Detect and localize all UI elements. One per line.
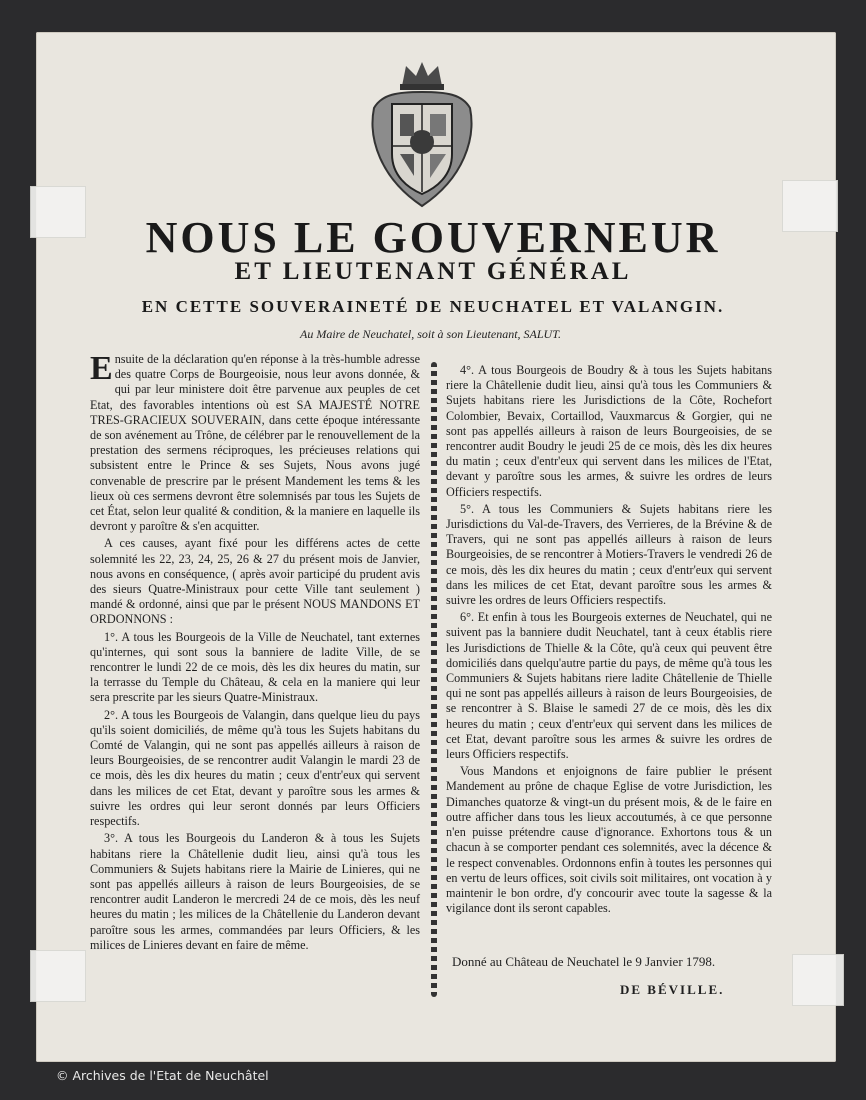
coat-of-arms-icon bbox=[366, 58, 478, 210]
paragraph-article-2: 2°. A tous les Bourgeois de Valangin, dans quelque lieu du pays qu'ils soient domiciliés, de même qu'à tous les Sujets habitans du Comté de Valangin, qui ne sont pas appellés ailleurs à raison de leurs Bourgeoisies, de se rencontrer audit Valangin le mardi 23 de ce mois, dès les dix heures du matin ; ceux d'entr'eux qui servent dans les milices de cet Etat, devant y paroître sous les armes & suivre les ordres qui leur seront donnés par leurs Officiers respectifs. bbox=[90, 707, 420, 829]
paragraph-causes: A ces causes, ayant fixé pour les différens actes de cette solemnité les 22, 23, 24, 25, 26 & 27 du présent mois de Janvier, nous avons en conséquence, ( après avoir participé du prudent avis des sieurs Quatre-Ministraux pour cette Ville tant seulement ) mandé & ordonné, ainsi que par le présent NOUS MANDONS ET ORDONNONS : bbox=[90, 536, 420, 627]
paragraph-preamble-text: nsuite de la déclaration qu'en réponse à la très-humble adresse des quatre Corps de Bourgeoisie, nous leur avons donnée, & qui par leur ministere doit être parvenue aux peuples de cet Etat, des favorables intentions où est SA MAJESTÉ NOTRE TRES-GRACIEUX SOUVERAIN, dans cette époque intéressante de son avénement au Trône, de célébrer par le renouvellement de la prestation des sermens réciproques, les précieuses relations qui subsistent entre le Prince & ses Sujets, Nous avons jugé convenable de prescrire par le présent Mandement les tems & les lieux où ces sermens devront être solemnisés par tous les Sujets de cet État, selon leur qualité & condition, & la maniere en laquelle ils devront y paroître & s'en acquitter. bbox=[90, 352, 420, 534]
page-subtitle: ET LIEUTENANT GÉNÉRAL bbox=[234, 258, 632, 285]
tape-bottom-left bbox=[30, 950, 86, 1002]
paragraph-article-5: 5°. A tous les Communiers & Sujets habitans riere les Jurisdictions du Val-de-Travers, des Verrieres, de la Brévine & de Travers, qui ne sont pas appellés ailleurs à raison de leurs Bourgeoisies, de se rencontrer à Motiers-Travers le vendredi 26 de ce mois, dès les dix heures du matin ; ceux d'entr'eux qui servent dans les milices de cet Etat, devant paroître sous les armes & suivre les ordres de leurs Officiers respectifs. bbox=[446, 501, 772, 608]
paragraph-article-4: 4°. A tous Bourgeois de Boudry & à tous les Sujets habitans riere la Châtellenie dudit lieu, ainsi qu'à tous les Communiers & Sujets habitans riere les Jurisdictions de la Côte, Rochefort Colombier, Bevaix, Cortaillod, Vauxmarcus & Gorgier, qui ne sont pas appellés ailleurs à raison de leurs Bourgeoisies, de se rencontrer audit Boudry le jeudi 25 de ce mois, dès les dix heures du matin ; ceux d'entr'eux qui servent dans les milices de l'Etat, devant y paroître sous les armes, & suivre les ordres de leurs Officiers respectifs. bbox=[446, 363, 772, 499]
copyright-credit: © Archives de l'Etat de Neuchâtel bbox=[56, 1068, 269, 1083]
tape-bottom-right bbox=[792, 954, 844, 1006]
page-subtitle-territory: EN CETTE SOUVERAINETÉ DE NEUCHATEL ET VALANGIN. bbox=[141, 297, 725, 316]
paragraph-article-3: 3°. A tous les Bourgeois du Landeron & à tous les Sujets habitans riere la Châtellenie dudit lieu, ainsi qu'à tous les Communiers & Sujets habitans riere la Mairie de Linieres, qui ne sont pas appellés ailleurs à raison de leurs Bourgeoisies, de se rencontrer audit Landeron le mercredi 24 de ce mois, dès les neuf heures du matin ; les milices de la Châtellenie du Landeron devant paroître sous les armes, commandées par leurs Officiers, & les milices de Linieres devant en faire de même. bbox=[90, 831, 420, 952]
left-column bbox=[90, 352, 420, 955]
right-column bbox=[446, 363, 772, 918]
paragraph-preamble bbox=[90, 352, 420, 534]
column-divider bbox=[431, 362, 437, 997]
signature: DE BÉVILLE. bbox=[620, 982, 725, 997]
date-line: Donné au Château de Neuchatel le 9 Janvier 1798. bbox=[452, 954, 716, 969]
page-title: NOUS LE GOUVERNEUR bbox=[145, 213, 721, 262]
paragraph-injunction: Vous Mandons et enjoignons de faire publier le présent Mandement au prône de chaque Eglise de votre Jurisdiction, les Dimanches quatorze & vingt-un du présent mois, & de le faire en outre afficher dans tous les lieux accoutumés, à ce que personne n'en puisse prétendre cause d'ignorance. Exhortons tous & un chacun à se comporter pendant ces solemnités, avec la décence & le respect convenables. Ordonnons enfin à toutes les personnes qui en vertu de leurs offices, soit civils soit militaires, ont vocation à y maintenir le bon ordre, d'y concourir avec toute la sagesse & la vigilance dont ils seront capables. bbox=[446, 764, 772, 916]
address-line: Au Maire de Neuchatel, soit à son Lieutenant, SALUT. bbox=[300, 327, 561, 341]
paragraph-article-1: 1°. A tous les Bourgeois de la Ville de Neuchatel, tant externes qu'internes, qui sont sous la banniere de ladite Ville, de se rencontrer le lundi 22 de ce mois, dès les dix heures du matin, sur la terrasse du Temple du Château, & cela en la maniere qui leur sera prescrite par les sieurs Quatre-Ministraux. bbox=[90, 629, 420, 705]
paragraph-article-6: 6°. Et enfin à tous les Bourgeois externes de Neuchatel, qui ne suivent pas la banniere dudit Neuchatel, tant à ceux établis riere les Jurisdictions de Thielle & la Côte, qu'à ceux qui peuvent être domiciliés dans quelqu'autre partie du pays, de même qu'à tous les Communiers & Sujets habitans riere ladite Châtellenie de Thielle qui ne sont pas appellés ailleurs à raison de leurs Bourgeoisies, de se rencontrer à S. Blaise le samedi 27 de ce mois, dès les dix heures du matin ; ceux d'entr'eux qui servent dans les milices de cet Etat, devant paroître sous les armes & suivre les ordres de leurs Officiers respectifs. bbox=[446, 610, 772, 762]
drop-cap: E bbox=[90, 350, 113, 387]
